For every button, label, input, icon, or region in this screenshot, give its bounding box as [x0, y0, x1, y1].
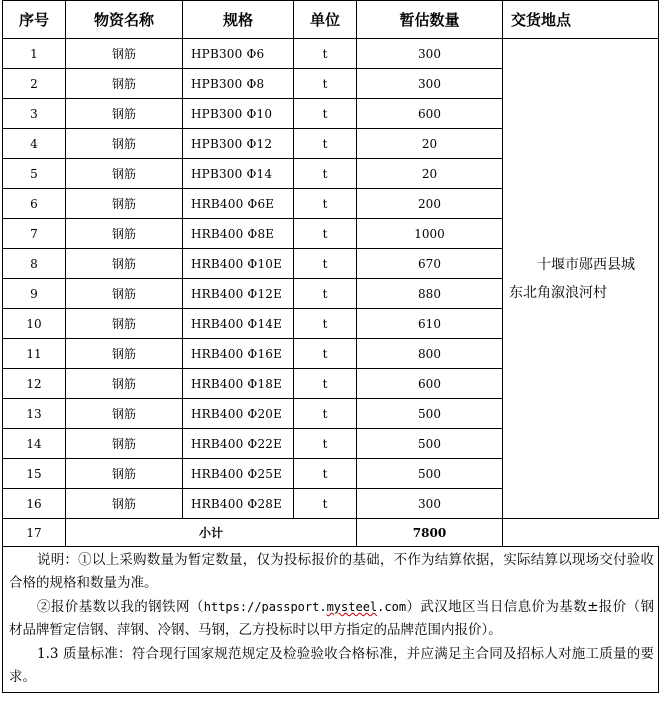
row-qty: 300: [357, 39, 503, 69]
row-no: 16: [3, 489, 66, 519]
row-no: 11: [3, 339, 66, 369]
row-no: 10: [3, 309, 66, 339]
row-qty: 20: [357, 159, 503, 189]
row-spec: HRB400 Φ22E: [183, 429, 294, 459]
row-no: 2: [3, 69, 66, 99]
row-qty: 800: [357, 339, 503, 369]
row-unit: t: [294, 399, 357, 429]
row-qty: 200: [357, 189, 503, 219]
row-unit: t: [294, 159, 357, 189]
row-unit: t: [294, 249, 357, 279]
row-name: 钢筋: [66, 339, 183, 369]
note-2-after: ）武汉地区当日信息价为基数±报价（钢材品牌暂定信钢、萍钢、冷钢、马钢，乙方投标时以甲方指定的品牌范围内报价）。: [9, 598, 654, 639]
row-qty: 670: [357, 249, 503, 279]
row-qty: 880: [357, 279, 503, 309]
row-unit: t: [294, 39, 357, 69]
header-unit: 单位: [294, 1, 357, 39]
total-label: 小计: [66, 519, 357, 547]
note-2-before: ②报价基数以我的钢铁网（: [37, 598, 204, 615]
row-qty: 610: [357, 309, 503, 339]
row-unit: t: [294, 189, 357, 219]
row-no: 7: [3, 219, 66, 249]
row-spec: HRB400 Φ25E: [183, 459, 294, 489]
row-unit: t: [294, 129, 357, 159]
row-spec: HRB400 Φ6E: [183, 189, 294, 219]
row-name: 钢筋: [66, 99, 183, 129]
row-name: 钢筋: [66, 399, 183, 429]
row-no: 5: [3, 159, 66, 189]
row-spec: HRB400 Φ8E: [183, 219, 294, 249]
url-prefix: https://passport.: [203, 599, 327, 614]
row-unit: t: [294, 219, 357, 249]
row-spec: HRB400 Φ18E: [183, 369, 294, 399]
header-qty: 暂估数量: [357, 1, 503, 39]
row-qty: 500: [357, 459, 503, 489]
row-name: 钢筋: [66, 159, 183, 189]
row-unit: t: [294, 369, 357, 399]
row-no: 6: [3, 189, 66, 219]
header-name: 物资名称: [66, 1, 183, 39]
row-spec: HPB300 Φ14: [183, 159, 294, 189]
row-qty: 20: [357, 129, 503, 159]
row-name: 钢筋: [66, 129, 183, 159]
table-body: [3, 39, 659, 519]
row-qty: 600: [357, 99, 503, 129]
row-qty: 1000: [357, 219, 503, 249]
row-qty: 500: [357, 429, 503, 459]
row-spec: HPB300 Φ12: [183, 129, 294, 159]
row-unit: t: [294, 69, 357, 99]
table-row: [3, 39, 659, 69]
notes-cell: [3, 547, 659, 693]
note-2-url: [204, 600, 406, 614]
row-qty: 300: [357, 69, 503, 99]
row-no: 4: [3, 129, 66, 159]
url-mid: mysteel: [326, 599, 378, 614]
row-qty: 600: [357, 369, 503, 399]
row-unit: t: [294, 309, 357, 339]
row-name: 钢筋: [66, 369, 183, 399]
notes-row: [3, 547, 659, 693]
row-no: 3: [3, 99, 66, 129]
note-1: 说明：①以上采购数量为暂定数量，仅为投标报价的基础，不作为结算依据，实际结算以现场交付验收合格的规格和数量为准。: [9, 552, 654, 592]
row-name: 钢筋: [66, 189, 183, 219]
url-suffix: .com: [377, 599, 407, 614]
row-unit: t: [294, 279, 357, 309]
row-no: 12: [3, 369, 66, 399]
row-name: 钢筋: [66, 69, 183, 99]
row-name: 钢筋: [66, 39, 183, 69]
header-no: 序号: [3, 1, 66, 39]
row-unit: t: [294, 339, 357, 369]
materials-table: [2, 0, 659, 693]
row-no: 9: [3, 279, 66, 309]
row-name: 钢筋: [66, 489, 183, 519]
row-unit: t: [294, 459, 357, 489]
row-name: 钢筋: [66, 279, 183, 309]
row-name: 钢筋: [66, 219, 183, 249]
row-unit: t: [294, 99, 357, 129]
total-no: 17: [3, 519, 66, 547]
row-spec: HPB300 Φ10: [183, 99, 294, 129]
row-no: 8: [3, 249, 66, 279]
row-spec: HRB400 Φ14E: [183, 309, 294, 339]
note-2: [9, 596, 654, 643]
row-spec: HRB400 Φ20E: [183, 399, 294, 429]
row-spec: HPB300 Φ6: [183, 39, 294, 69]
row-name: 钢筋: [66, 459, 183, 489]
row-spec: HRB400 Φ12E: [183, 279, 294, 309]
row-no: 1: [3, 39, 66, 69]
note-3: 1.3 质量标准：符合现行国家规范规定及检验验收合格标准，并应满足主合同及招标人对施工质量的要求。: [9, 645, 654, 686]
row-spec: HPB300 Φ8: [183, 69, 294, 99]
header-spec: 规格: [183, 1, 294, 39]
row-unit: t: [294, 429, 357, 459]
total-row: [3, 519, 659, 547]
row-no: 15: [3, 459, 66, 489]
row-no: 14: [3, 429, 66, 459]
row-name: 钢筋: [66, 309, 183, 339]
row-spec: HRB400 Φ16E: [183, 339, 294, 369]
row-no: 13: [3, 399, 66, 429]
location-line-1: 十堰市郧西县城: [537, 256, 635, 273]
row-spec: HRB400 Φ28E: [183, 489, 294, 519]
header-location: 交货地点: [503, 1, 659, 39]
row-name: 钢筋: [66, 429, 183, 459]
table-header-row: [3, 1, 659, 39]
row-qty: 500: [357, 399, 503, 429]
row-unit: t: [294, 489, 357, 519]
delivery-location: [503, 39, 659, 519]
row-qty: 300: [357, 489, 503, 519]
total-qty: 7800: [357, 519, 503, 547]
row-spec: HRB400 Φ10E: [183, 249, 294, 279]
location-line-2: 东北角溆浪河村: [509, 284, 607, 301]
row-name: 钢筋: [66, 249, 183, 279]
